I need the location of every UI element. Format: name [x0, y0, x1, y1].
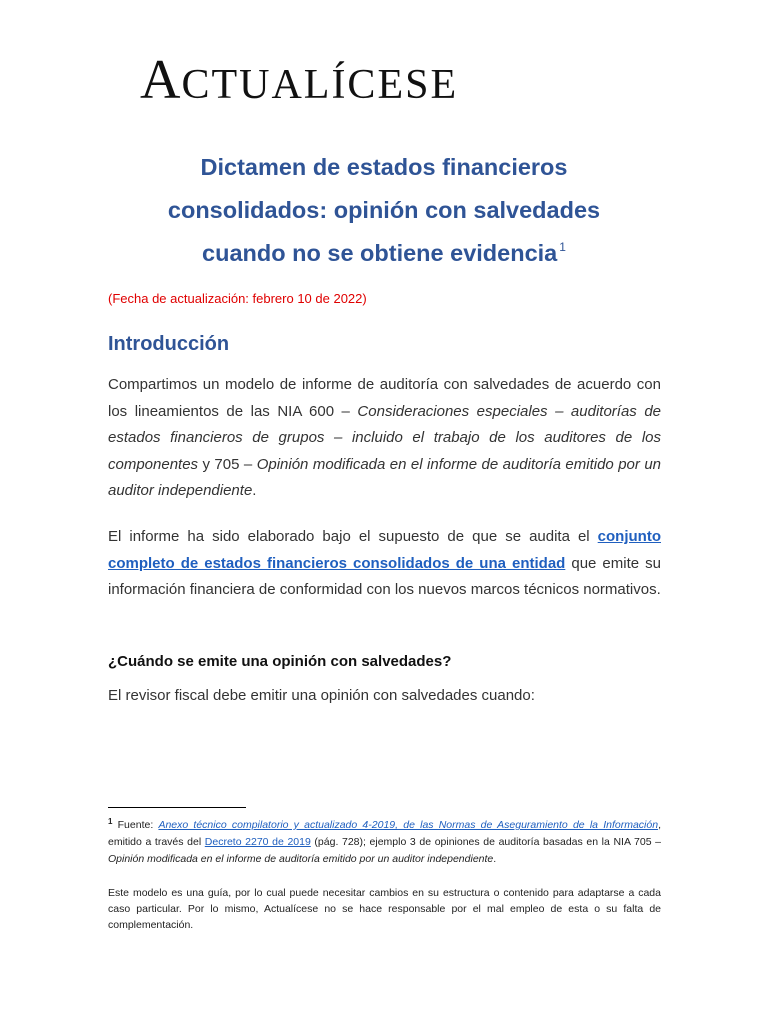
question-text: El revisor fiscal debe emitir una opinión con salvedades cuando:: [108, 687, 535, 704]
title-footnote-ref[interactable]: 1: [559, 240, 566, 254]
annex-link[interactable]: Anexo técnico compilatorio y actualizado 4-2019, de las Normas de Aseguramiento de la Información: [158, 819, 659, 831]
question-heading: ¿Cuándo se emite una opinión con salvedades?: [108, 653, 452, 670]
footnote: $^1$ Fuente: Anexo técnico compilatorio y actualizado 4-2019, de las Normas de Aseguramiento de la Información, emitido a través del Decreto 2270 de 2019 (pág. 728); ejemplo 3 de opiniones de auditoría basadas en la NIA 705 – Opinión modificada en el informe de auditoría emitido por un auditor independiente.: [108, 817, 661, 865]
disclaimer: Este modelo es una guía, por lo cual puede necesitar cambios en su estructura o contenido para adaptarse a cada caso particular. Por lo mismo, Actualícese no se hace responsable por el mal empleo de esta o su falta de complementación.: [108, 887, 661, 931]
consolidated-statements-link[interactable]: conjunto completo de estados financieros consolidados de una entidad: [108, 528, 661, 572]
intro-heading: Introducción: [108, 333, 230, 355]
document-title: [108, 146, 660, 279]
decree-link[interactable]: Decreto 2270 de 2019: [204, 836, 311, 848]
update-date: (Fecha de actualización: febrero 10 de 2022): [108, 291, 367, 306]
footnote-separator: [108, 807, 246, 808]
intro-paragraph-2: El informe ha sido elaborado bajo el supuesto de que se audita el conjunto completo de estados financieros consolidados de una entidad que emite su información financiera de conformidad con los nuevos marcos técnicos normativos.: [108, 528, 661, 598]
actualicese-logo: ACTUALÍCESE: [140, 49, 459, 111]
intro-paragraph-1: Compartimos un modelo de informe de auditoría con salvedades de acuerdo con los lineamientos de las NIA 600 – Consideraciones especiales – auditorías de estados financieros de grupos – incluido el trabajo de los auditores de los componentes y 705 – Opinión modificada en el informe de auditoría emitido por un auditor independiente.: [108, 376, 662, 499]
title-line-3: cuando no se obtiene evidencia $^1$: [202, 240, 566, 266]
title-line-1: Dictamen de estados financieros: [200, 154, 568, 180]
title-line-2: consolidados: opinión con salvedades: [167, 197, 601, 223]
footnote-mark: 1: [108, 817, 113, 826]
